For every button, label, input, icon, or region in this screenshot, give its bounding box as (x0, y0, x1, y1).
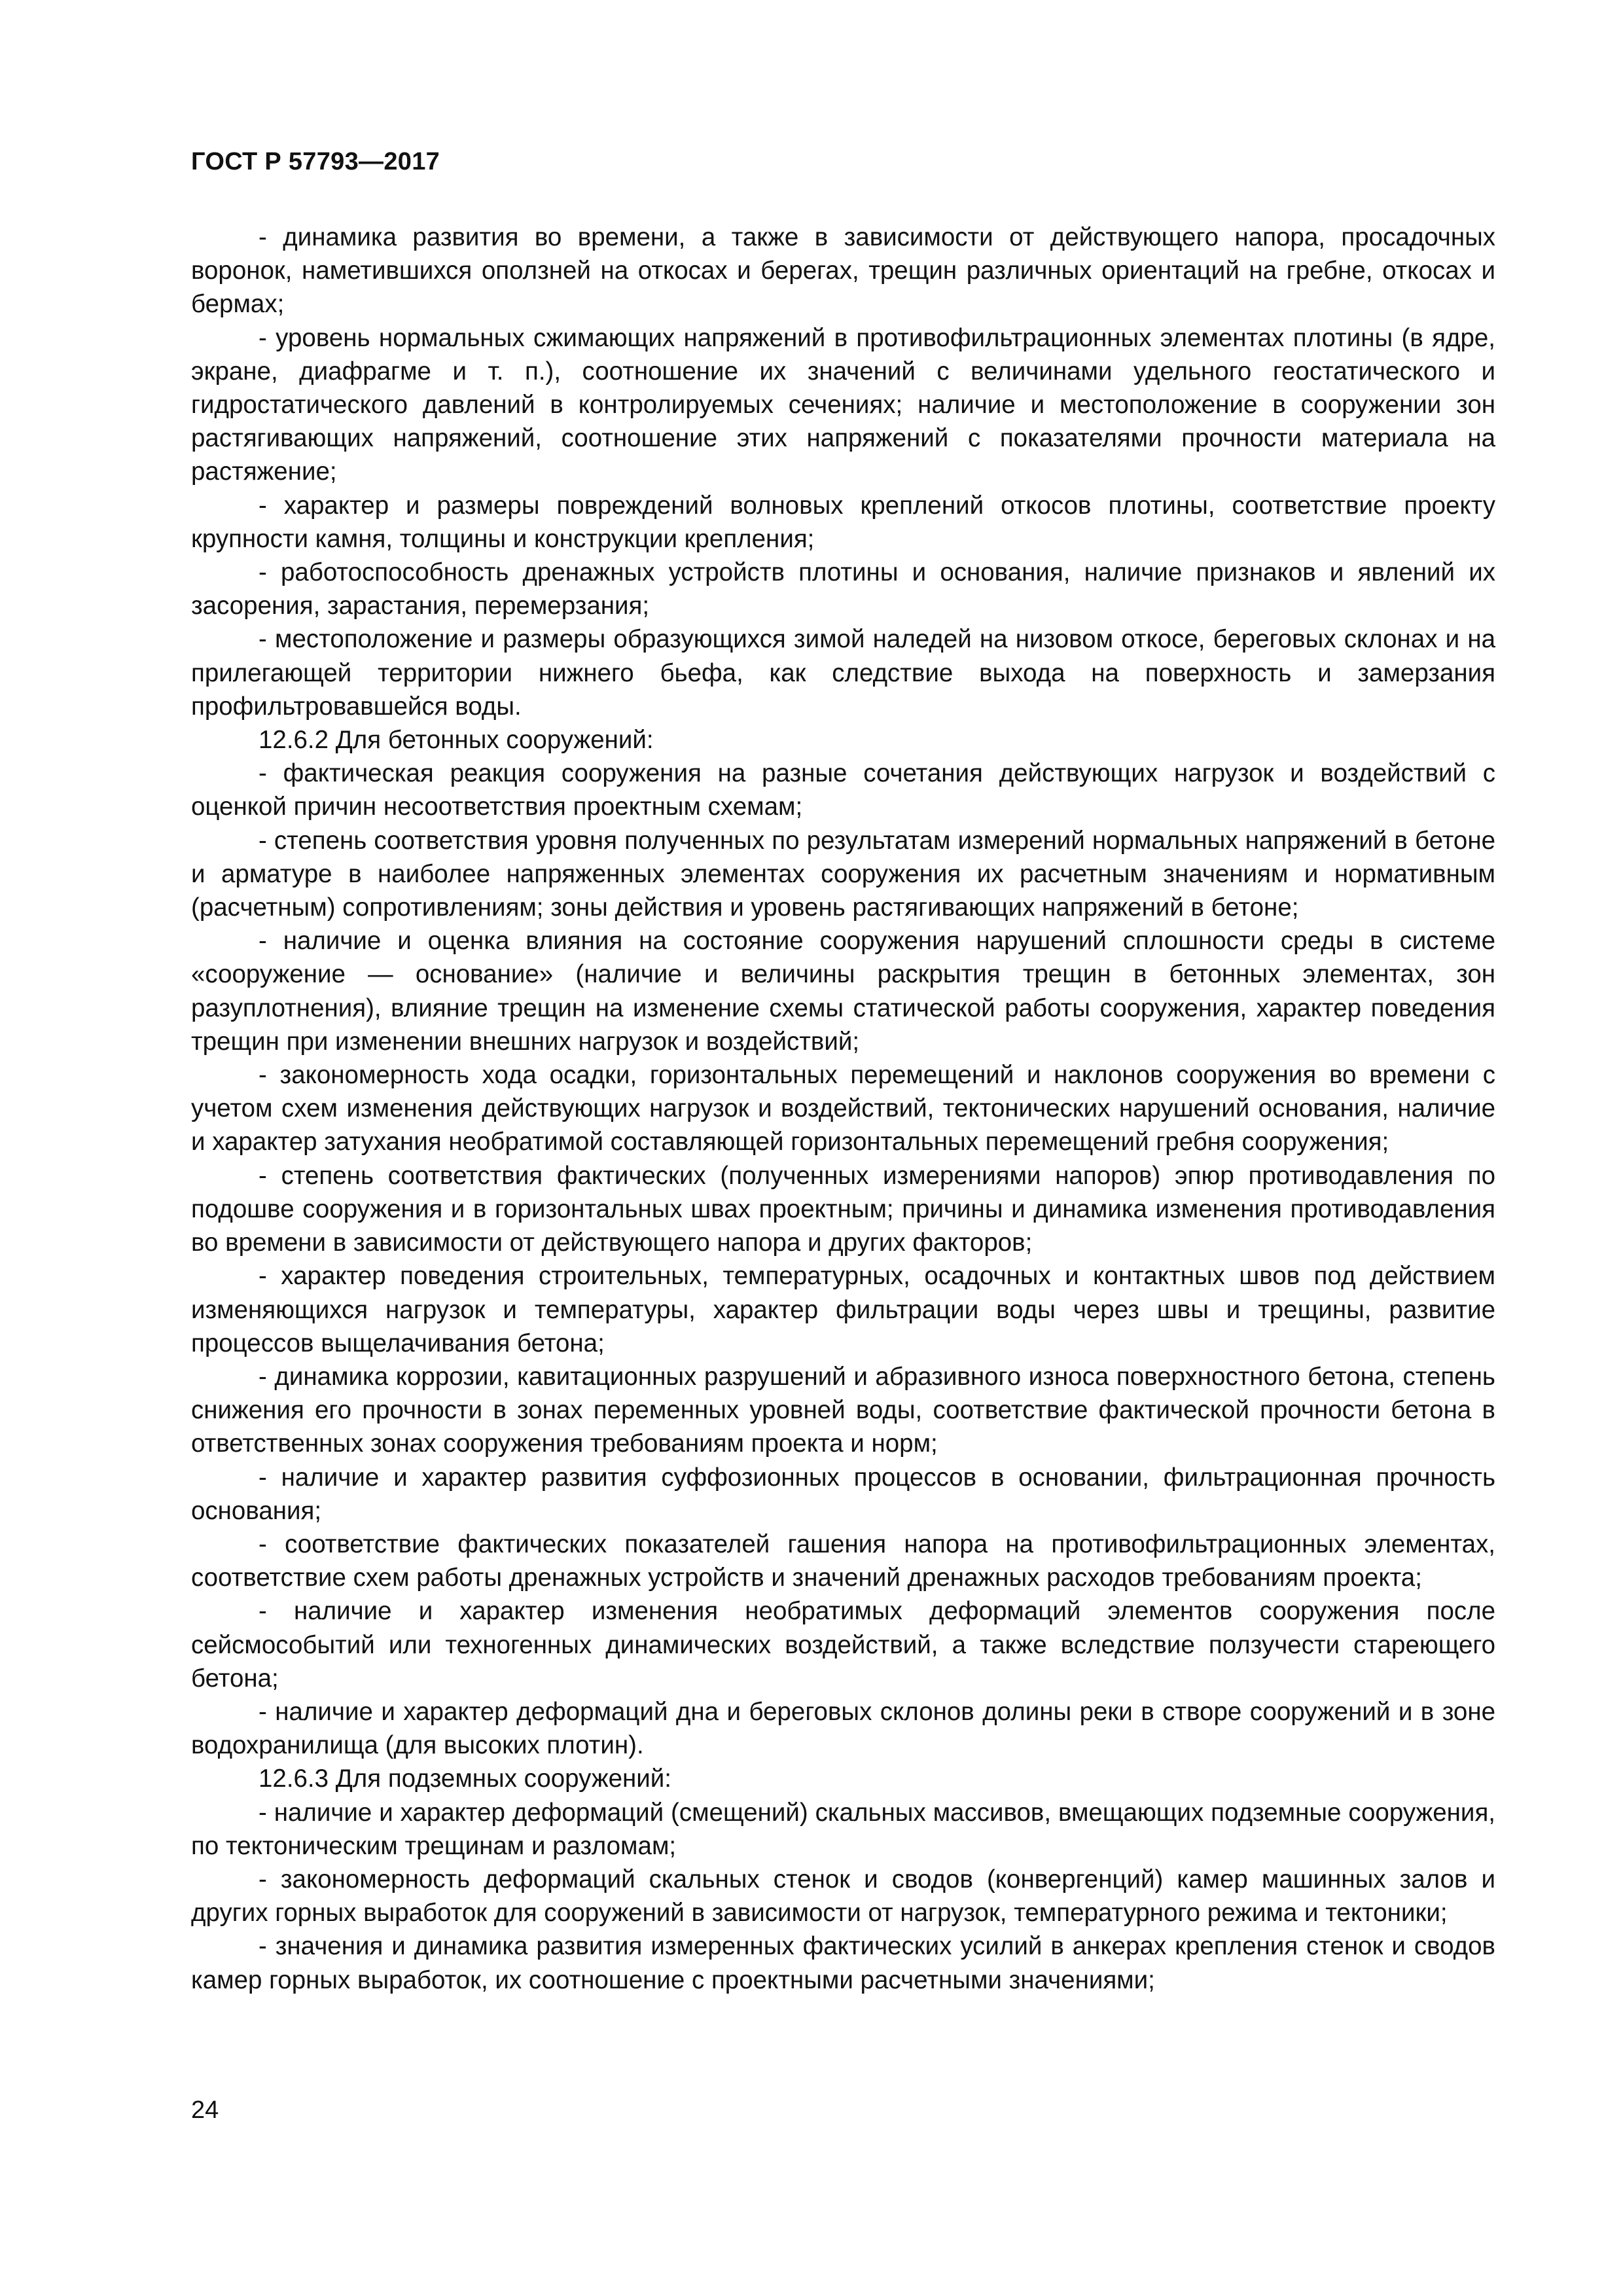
paragraph: - закономерность деформаций скальных стенок и сводов (конвергенций) камер машинных залов и других горных выработок для сооружений в зависимости от нагрузок, температурного режима и тектоники; (191, 1865, 1495, 1928)
page-number: 24 (191, 2096, 219, 2124)
paragraph: - характер и размеры повреждений волновых креплений откосов плотины, соответствие проекту крупности камня, толщины и конструкции крепления; (191, 491, 1495, 553)
paragraph: - значения и динамика развития измеренных фактических усилий в анкерах крепления стенок и сводов камер горных выработок, их соотношение с проектными расчетными значениями; (191, 1932, 1495, 1994)
paragraph: - степень соответствия уровня полученных по результатам измерений нормальных напряжений в бетоне и арматуре в наиболее напряженных элементах сооружения их расчетным значениям и нормативным (расчетным) сопротивлениям; зоны действия и уровень растягивающих напряжений в бетоне; (191, 826, 1495, 922)
paragraph: - наличие и оценка влияния на состояние сооружения нарушений сплошности среды в системе «сооружение — основание» (наличие и величины раскрытия трещин в бетонных элементах, зон разуплотнения), влияние трещин на изменение схемы статической работы сооружения, характер поведения трещин при изменении внешних нагрузок и воздействий; (191, 927, 1495, 1056)
paragraph: - уровень нормальных сжимающих напряжений в противофильтрационных элементах плотины (в ядре, экране, диафрагме и т. п.), соотношение их значений с величинами удельного геостатического и гидростатического давлений в контролируемых сечениях; наличие и местоположение в сооружении зон растягивающих напряжений, соотношение этих напряжений с показателями прочности материала на растяжение; (191, 323, 1495, 486)
section-heading: 12.6.3 Для подземных сооружений: (259, 1765, 671, 1793)
body-text (191, 221, 1495, 1997)
paragraph: - закономерность хода осадки, горизонтальных перемещений и наклонов сооружения во времени с учетом схем изменения действующих нагрузок и воздействий, тектонических нарушений основания, наличие и характер затухания необратимой составляющей горизонтальных перемещений гребня сооружения; (191, 1061, 1495, 1157)
section-heading: 12.6.2 Для бетонных сооружений: (259, 726, 654, 755)
paragraph: - работоспособность дренажных устройств плотины и основания, наличие признаков и явлений их засорения, зарастания, перемерзания; (191, 558, 1495, 620)
paragraph: - характер поведения строительных, температурных, осадочных и контактных швов под действием изменяющихся нагрузок и температуры, характер фильтрации воды через швы и трещины, развитие процессов выщелачивания бетона; (191, 1262, 1495, 1357)
paragraph: - фактическая реакция сооружения на разные сочетания действующих нагрузок и воздействий с оценкой причин несоответствия проектным схемам; (191, 759, 1495, 821)
document-code-header: ГОСТ Р 57793—2017 (191, 148, 440, 175)
paragraph: - наличие и характер развития суффозионных процессов в основании, фильтрационная прочность основания; (191, 1463, 1495, 1525)
paragraph: - наличие и характер деформаций (смещений) скальных массивов, вмещающих подземные сооружения, по тектоническим трещинам и разломам; (191, 1798, 1495, 1860)
paragraph: - наличие и характер деформаций дна и береговых склонов долины реки в створе сооружений и в зоне водохранилища (для высоких плотин). (191, 1697, 1495, 1760)
paragraph: - наличие и характер изменения необратимых деформаций элементов сооружения после сейсмособытий или техногенных динамических воздействий, а также вследствие ползучести стареющего бетона; (191, 1597, 1495, 1693)
paragraph: - динамика развития во времени, а также в зависимости от действующего напора, просадочных воронок, наметившихся оползней на откосах и берегах, трещин различных ориентаций на гребне, откосах и бермах; (191, 223, 1495, 319)
paragraph: - степень соответствия фактических (полученных измерениями напоров) эпюр противодавления по подошве сооружения и в горизонтальных швах проектным; причины и динамика изменения противодавления во времени в зависимости от действующего напора и других факторов; (191, 1161, 1495, 1257)
paragraph: - динамика коррозии, кавитационных разрушений и абразивного износа поверхностного бетона, степень снижения его прочности в зонах переменных уровней воды, соответствие фактической прочности бетона в ответственных зонах сооружения требованиям проекта и норм; (191, 1362, 1495, 1458)
paragraph: - местоположение и размеры образующихся зимой наледей на низовом откосе, береговых склонах и на прилегающей территории нижнего бьефа, как следствие выхода на поверхность и замерзания профильтровавшейся воды. (191, 625, 1495, 721)
paragraph: - соответствие фактических показателей гашения напора на противофильтрационных элементах, соответствие схем работы дренажных устройств и значений дренажных расходов требованиям проекта; (191, 1530, 1495, 1592)
